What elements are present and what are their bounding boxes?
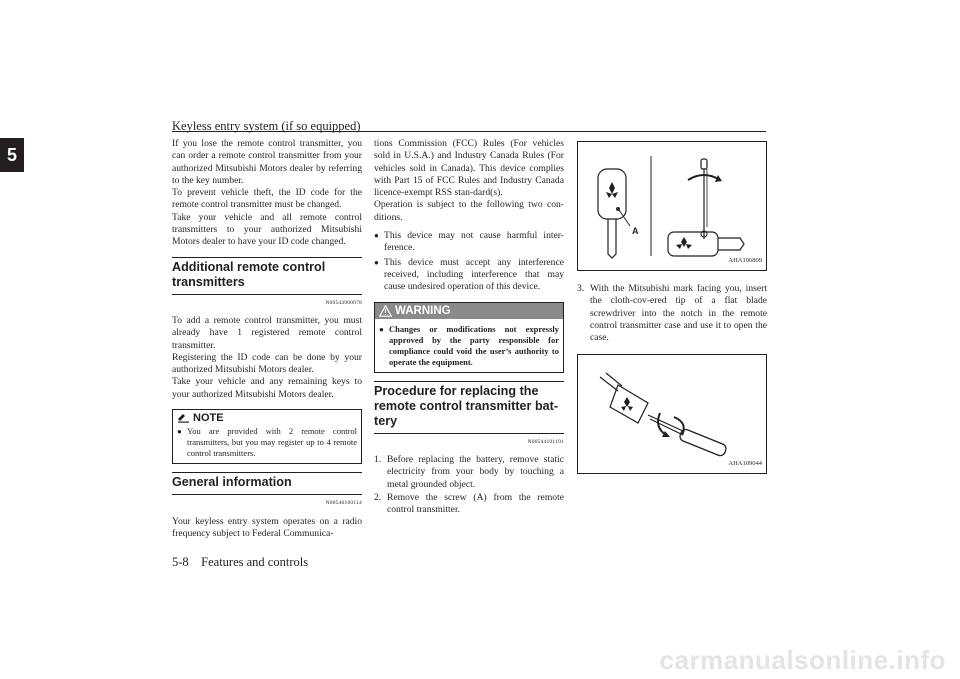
chapter-tab: 5	[0, 138, 24, 172]
figure-open-case	[577, 354, 767, 474]
section-code: N00543900078	[325, 299, 362, 306]
column-1	[172, 138, 362, 540]
note-label: NOTE	[193, 412, 224, 425]
page-header-title: Keyless entry system (if so equipped)	[172, 119, 361, 133]
conditions-paragraph: Operation is subject to the following two con-ditions.	[374, 199, 564, 223]
bullet-icon: ●	[379, 324, 384, 334]
list-item: ● This device must accept any interference received, including interference that may cause undesired operation of this device.	[374, 256, 564, 293]
section-code: N00544101191	[527, 438, 564, 445]
warning-text: Changes or modifications not expressly approved by the party responsible for compliance could void the user’s authority to operate the equipment.	[389, 323, 559, 367]
note-box	[172, 409, 362, 464]
section-additional-transmitters	[172, 257, 362, 309]
section-title: Additional remote control transmitters	[172, 257, 362, 295]
note-text: You are provided with 2 remote control transmitters, but you may register up to 4 remote control transmitters.	[187, 426, 357, 459]
additional-paragraph-3: Take your vehicle and any remaining keys to your authorized Mitsubishi Motors dealer.	[172, 376, 362, 400]
column-3	[577, 138, 767, 474]
svg-text:A: A	[632, 226, 639, 236]
intro-paragraph-1: If you lose the remote control transmitter, you can order a remote control transmitter from your authorized Mitsubishi Motors dealer by referring to the key number.	[172, 138, 362, 186]
step-2: 2. Remove the screw (A) from the remote control transmitter.	[374, 492, 564, 516]
bullet-icon: ●	[374, 257, 379, 267]
section-title: Procedure for replacing the remote control transmitter bat-tery	[374, 381, 564, 434]
warning-triangle-icon	[379, 305, 392, 317]
bullet-icon: ●	[177, 427, 182, 437]
additional-paragraph-2: Registering the ID code can be done by your authorized Mitsubishi Motors dealer.	[172, 351, 362, 376]
page-footer: 5-8 Features and controls	[172, 555, 309, 569]
general-paragraph-1: Your keyless entry system operates on a radio frequency subject to Federal Communica-	[172, 515, 362, 539]
intro-paragraph-2: To prevent vehicle theft, the ID code for the remote control transmitter must be changed.	[172, 187, 362, 211]
warning-box	[374, 302, 564, 373]
fcc-paragraph: tions Commission (FCC) Rules (For vehicles sold in U.S.A.) and Industry Canada Rules (For vehicles sold in Canada). This device complies with Part 15 of FCC Rules and Industry Canada licence-exempt RSS stan-dard(s).	[374, 138, 564, 199]
figure-code: AHA109044	[728, 460, 762, 468]
section-code: N00546100114	[325, 500, 362, 507]
step-1: 1. Before replacing the battery, remove static electricity from your body by touching a metal grounded object.	[374, 454, 564, 490]
additional-paragraph-1: To add a remote control transmitter, you must already have 1 registered remote control transmitter.	[172, 314, 362, 351]
bullet-icon: ●	[374, 231, 379, 241]
step-3: 3. With the Mitsubishi mark facing you, insert the cloth-cov-ered tip of a flat blade screwdriver into the notch in the remote control transmitter case and use it to open the case.	[577, 283, 767, 344]
note-icon	[177, 412, 190, 424]
remote-screw-illustration	[578, 142, 766, 270]
section-general-information	[172, 472, 362, 509]
watermark-text: carmanualsonline.info	[659, 645, 946, 675]
figure-remove-screw	[577, 141, 767, 271]
column-2	[374, 138, 564, 517]
warning-label: WARNING	[395, 304, 451, 317]
list-item: ● This device may not cause harmful inter-ference.	[374, 230, 564, 254]
open-case-illustration	[578, 355, 766, 473]
intro-paragraph-3: Take your vehicle and all remote control transmitters to your authorized Mitsubishi Motors dealer to have your ID code changed.	[172, 211, 362, 248]
section-battery-procedure	[374, 381, 564, 448]
figure-code: AHA106809	[728, 256, 762, 264]
header-rule	[172, 131, 766, 132]
section-title: General information	[172, 472, 362, 495]
